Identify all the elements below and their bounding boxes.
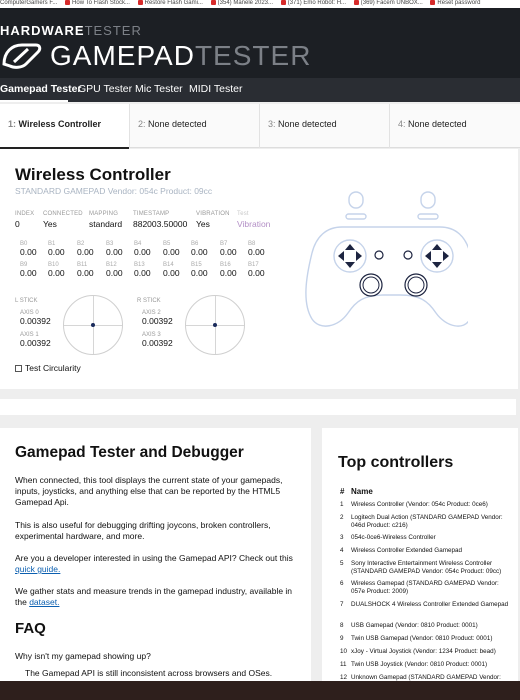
item-num: 8 — [340, 622, 344, 629]
gamepad-diagram — [302, 189, 468, 349]
item-name: Twin USB Gamepad (Vendor: 0810 Product: 0001) — [351, 635, 493, 642]
dpad-up-icon — [345, 244, 355, 250]
item-name: USB Gamepad (Vendor: 0810 Product: 0001) — [351, 622, 478, 629]
button-value: 0.00 — [163, 268, 180, 278]
right-trigger — [421, 192, 435, 208]
item-name: Wireless Controller (Vendor: 054c Product: 0ce6) — [351, 501, 488, 508]
button-b7 — [220, 241, 246, 257]
item-num: 9 — [340, 635, 344, 642]
axis-label: AXIS 3 — [142, 332, 161, 338]
button-label: B17 — [248, 262, 259, 268]
button-value: 0.00 — [134, 268, 151, 278]
button-b15 — [191, 262, 217, 278]
bookmark-label: Reset password — [437, 0, 481, 6]
button-b10 — [48, 262, 74, 278]
axis-value: 0.00392 — [20, 316, 51, 326]
button-value: 0.00 — [77, 247, 94, 257]
test-vibration-button[interactable] — [237, 211, 270, 229]
button-value: 0.00 — [106, 268, 123, 278]
axis-2 — [142, 310, 173, 326]
button-value: 0.00 — [220, 247, 237, 257]
faq-question-1: Why isn't my gamepad showing up? — [15, 651, 151, 661]
button-label: B4 — [134, 241, 142, 247]
item-num: 12 — [340, 674, 348, 681]
tab-num: 3: — [268, 119, 276, 129]
stat-timestamp — [133, 211, 187, 229]
top-controllers-section — [322, 428, 518, 700]
item-num: 11 — [340, 661, 347, 668]
tab-num: 4: — [398, 119, 406, 129]
controller-panel — [0, 149, 518, 389]
item-name: Wireless Gamepad (STANDARD GAMEPAD Vendor: 057e Product: 2009) — [351, 580, 499, 595]
brand-big-a: GAMEPAD — [50, 40, 195, 71]
nav-midi-tester[interactable]: MIDI Tester — [189, 83, 243, 95]
controller-subtitle: STANDARD GAMEPAD Vendor: 054c Product: 09cc — [15, 186, 213, 196]
button-label: B2 — [77, 241, 85, 247]
youtube-icon — [430, 0, 435, 5]
bookmark-label: Restore Flash Gami... — [144, 0, 203, 6]
button-value: 0.00 — [20, 268, 37, 278]
button-b2 — [77, 241, 103, 257]
item-num: 10 — [340, 648, 348, 655]
button-value: 0.00 — [20, 247, 37, 257]
stat-label: TIMESTAMP — [133, 211, 170, 217]
left-stick-inner — [363, 277, 379, 293]
right-stick-inner — [408, 277, 424, 293]
button-label: B3 — [106, 241, 114, 247]
button-label: B9 — [20, 262, 28, 268]
face-bottom-icon — [432, 262, 442, 268]
gamepad-logo-icon — [0, 40, 42, 70]
button-b4 — [134, 241, 160, 257]
stat-label: INDEX — [15, 211, 35, 217]
button-label: B11 — [77, 262, 88, 268]
controller-title: Wireless Controller — [15, 165, 171, 184]
button-value: 0.00 — [48, 247, 65, 257]
stick-position-dot — [213, 323, 217, 327]
button-value: 0.00 — [191, 247, 208, 257]
brand-small[interactable] — [0, 23, 142, 38]
button-label: B0 — [20, 241, 28, 247]
select-button — [375, 251, 383, 259]
bookmark-label: (369) Facem UNBOX... — [360, 0, 423, 6]
bookmark-0[interactable] — [0, 0, 57, 6]
article-paragraph-3 — [15, 553, 300, 575]
faq-answer-1: The Gamepad API is still inconsistent across browsers and OSes. — [25, 668, 273, 678]
stat-label: MAPPING — [89, 211, 119, 217]
nav-gamepad-tester[interactable]: Gamepad Tester — [0, 83, 82, 95]
tab-label: Wireless Controller — [18, 119, 101, 129]
item-name: 054c-0ce6-Wireless Controller — [351, 534, 436, 541]
button-value: 0.00 — [248, 268, 265, 278]
bookmark-label: How To Flash Stock... — [72, 0, 130, 6]
button-label: B12 — [106, 262, 117, 268]
controller-tabs — [0, 104, 520, 148]
bookmark-6[interactable] — [430, 0, 480, 6]
button-b14 — [163, 262, 189, 278]
nav-active-indicator — [0, 100, 68, 102]
youtube-icon — [211, 0, 216, 5]
youtube-icon — [354, 0, 359, 5]
axis-label: AXIS 2 — [142, 310, 161, 316]
button-value: 0.00 — [191, 268, 208, 278]
item-name: Logitech Dual Action (STANDARD GAMEPAD Vendor: 046d Product: c216) — [351, 514, 503, 529]
item-name: xJoy - Virtual Joystick (Vendor: 1234 Product: bead) — [351, 648, 496, 655]
p3-text: Are you a developer interested in using the Gamepad API? Check out this — [15, 553, 293, 563]
tab-num: 1: — [8, 119, 17, 129]
button-b8 — [248, 241, 274, 257]
bookmark-label: (371) Emo Robot: H... — [287, 0, 347, 6]
item-num: 2 — [340, 514, 344, 521]
face-top-icon — [432, 244, 442, 250]
item-num: 4 — [340, 547, 344, 554]
item-name: Twin USB Joystick (Vendor: 0810 Product: 0001) — [351, 661, 488, 668]
left-trigger — [349, 192, 363, 208]
button-b11 — [77, 262, 103, 278]
bottom-bar — [0, 681, 520, 700]
brand-small-b: TESTER — [84, 23, 142, 38]
top-controllers-header — [340, 487, 373, 496]
stat-label: CONNECTED — [43, 211, 83, 217]
button-value: 0.00 — [220, 268, 237, 278]
youtube-icon — [138, 0, 143, 5]
right-bumper — [418, 214, 438, 219]
button-value: 0.00 — [163, 247, 180, 257]
axis-value: 0.00392 — [20, 338, 51, 348]
face-right-icon — [443, 251, 449, 261]
dpad-right-icon — [356, 251, 362, 261]
item-name: Unknown Gamepad (STANDARD GAMEPAD Vendor: — [351, 674, 501, 681]
axis-3 — [142, 332, 173, 348]
top-controllers-title: Top controllers — [338, 454, 454, 471]
l-stick-label: L STICK — [15, 298, 38, 304]
col-num-header: # — [340, 487, 345, 496]
item-num: 1 — [340, 501, 344, 508]
article-paragraph-2: This is also useful for debugging drifting joycons, broken controllers, experimental hardware, and more. — [15, 520, 271, 541]
start-button — [404, 251, 412, 259]
tab-num: 2: — [138, 119, 146, 129]
nav-mic-tester[interactable]: Mic Tester — [135, 83, 183, 95]
button-b5 — [163, 241, 189, 257]
col-name-header: Name — [351, 487, 373, 496]
item-name: Wireless Controller Extended Gamepad — [351, 547, 462, 554]
item-name: Sony Interactive Entertainment Wireless Controller (STANDARD GAMEPAD Vendor: 054c Product: 09cc) — [351, 560, 502, 575]
tab-label: None detected — [408, 119, 467, 129]
r-stick-label: R STICK — [137, 298, 161, 304]
main-nav — [0, 78, 520, 102]
button-label: B15 — [191, 262, 202, 268]
brand-big[interactable] — [50, 40, 311, 72]
bookmark-4[interactable] — [281, 0, 346, 6]
bookmark-1[interactable] — [65, 0, 130, 6]
button-b9 — [20, 262, 46, 278]
bookmark-label: (354) Manele 2023... — [217, 0, 274, 6]
brand-small-a: HARDWARE — [0, 23, 85, 38]
stat-mapping — [89, 211, 122, 229]
stat-value: 0 — [15, 219, 20, 229]
l-stick-visual — [63, 295, 123, 355]
stat-connected — [43, 211, 83, 229]
axis-label: AXIS 0 — [20, 310, 39, 316]
item-num: 5 — [340, 560, 344, 567]
stat-value: Yes — [43, 219, 57, 229]
bookmark-2[interactable] — [138, 0, 203, 6]
faq-title: FAQ — [15, 620, 46, 637]
quick-guide-link[interactable]: quick guide. — [15, 564, 61, 574]
axis-value: 0.00392 — [142, 316, 173, 326]
button-b17 — [248, 262, 274, 278]
button-value: 0.00 — [77, 268, 94, 278]
button-label: B1 — [48, 241, 56, 247]
button-value: 0.00 — [248, 247, 265, 257]
axis-0 — [20, 310, 51, 326]
checkbox-label: Test Circularity — [25, 363, 81, 373]
button-label: B5 — [163, 241, 171, 247]
tab-controller-4[interactable] — [390, 104, 520, 148]
bookmark-3[interactable] — [211, 0, 273, 6]
button-value: 0.00 — [134, 247, 151, 257]
stat-index — [15, 211, 34, 229]
tab-label: None detected — [148, 119, 207, 129]
button-b3 — [106, 241, 132, 257]
bookmark-5[interactable] — [354, 0, 423, 6]
youtube-icon — [281, 0, 286, 5]
button-label: B10 — [48, 262, 59, 268]
button-b13 — [134, 262, 160, 278]
button-label: B16 — [220, 262, 231, 268]
item-name: DUALSHOCK 4 Wireless Controller Extended Gamepad — [351, 601, 509, 608]
button-label: B13 — [134, 262, 145, 268]
item-num: 3 — [340, 534, 344, 541]
button-b1 — [48, 241, 74, 257]
youtube-icon — [65, 0, 70, 5]
stat-value: Yes — [196, 219, 210, 229]
tab-controller-3[interactable] — [260, 104, 390, 148]
dataset-link[interactable]: dataset. — [29, 597, 60, 607]
axis-label: AXIS 1 — [20, 332, 39, 338]
article-title: Gamepad Tester and Debugger — [15, 444, 244, 461]
face-left-icon — [425, 251, 431, 261]
button-value: 0.00 — [48, 268, 65, 278]
dpad-left-icon — [338, 251, 344, 261]
button-b12 — [106, 262, 132, 278]
button-b16 — [220, 262, 246, 278]
p4-text: We gather stats and measure trends in the gamepad industry, available in the — [15, 586, 293, 607]
checkbox-box[interactable] — [15, 365, 22, 372]
tab-controller-1[interactable] — [0, 104, 130, 148]
nav-gpu-tester[interactable]: GPU Tester — [78, 83, 133, 95]
button-label: B7 — [220, 241, 228, 247]
stat-label: VIBRATION — [196, 211, 230, 217]
axis-1 — [20, 332, 51, 348]
bookmarks-bar — [0, 0, 520, 8]
content-divider — [0, 399, 516, 415]
stick-position-dot — [91, 323, 95, 327]
bookmark-label: ComputerGamers F... — [0, 0, 58, 6]
stat-vibration — [196, 211, 230, 229]
stat-label: Test — [237, 211, 249, 217]
button-label: B6 — [191, 241, 199, 247]
dpad-down-icon — [345, 262, 355, 268]
tab-label: None detected — [278, 119, 337, 129]
brand-big-b: TESTER — [194, 40, 312, 71]
item-num: 6 — [340, 580, 344, 587]
item-num: 7 — [340, 601, 344, 608]
r-stick-visual — [185, 295, 245, 355]
test-circularity-checkbox[interactable] — [15, 363, 81, 373]
button-value: 0.00 — [106, 247, 123, 257]
article-paragraph-1: When connected, this tool displays the current state of your gamepads, inputs, joysticks, and anything else that can be reported by the HTML5 Gamepad Api. — [15, 475, 283, 507]
article-paragraph-4 — [15, 586, 300, 608]
button-label: B14 — [163, 262, 174, 268]
stat-value: standard — [89, 219, 123, 229]
button-b6 — [191, 241, 217, 257]
button-label: B8 — [248, 241, 256, 247]
button-b0 — [20, 241, 46, 257]
article-section — [0, 428, 311, 700]
left-bumper — [346, 214, 366, 219]
site-header — [0, 8, 520, 78]
tab-controller-2[interactable] — [130, 104, 260, 148]
stat-value: 882003.50000 — [133, 219, 188, 229]
stat-value: Vibration — [237, 219, 271, 229]
axis-value: 0.00392 — [142, 338, 173, 348]
